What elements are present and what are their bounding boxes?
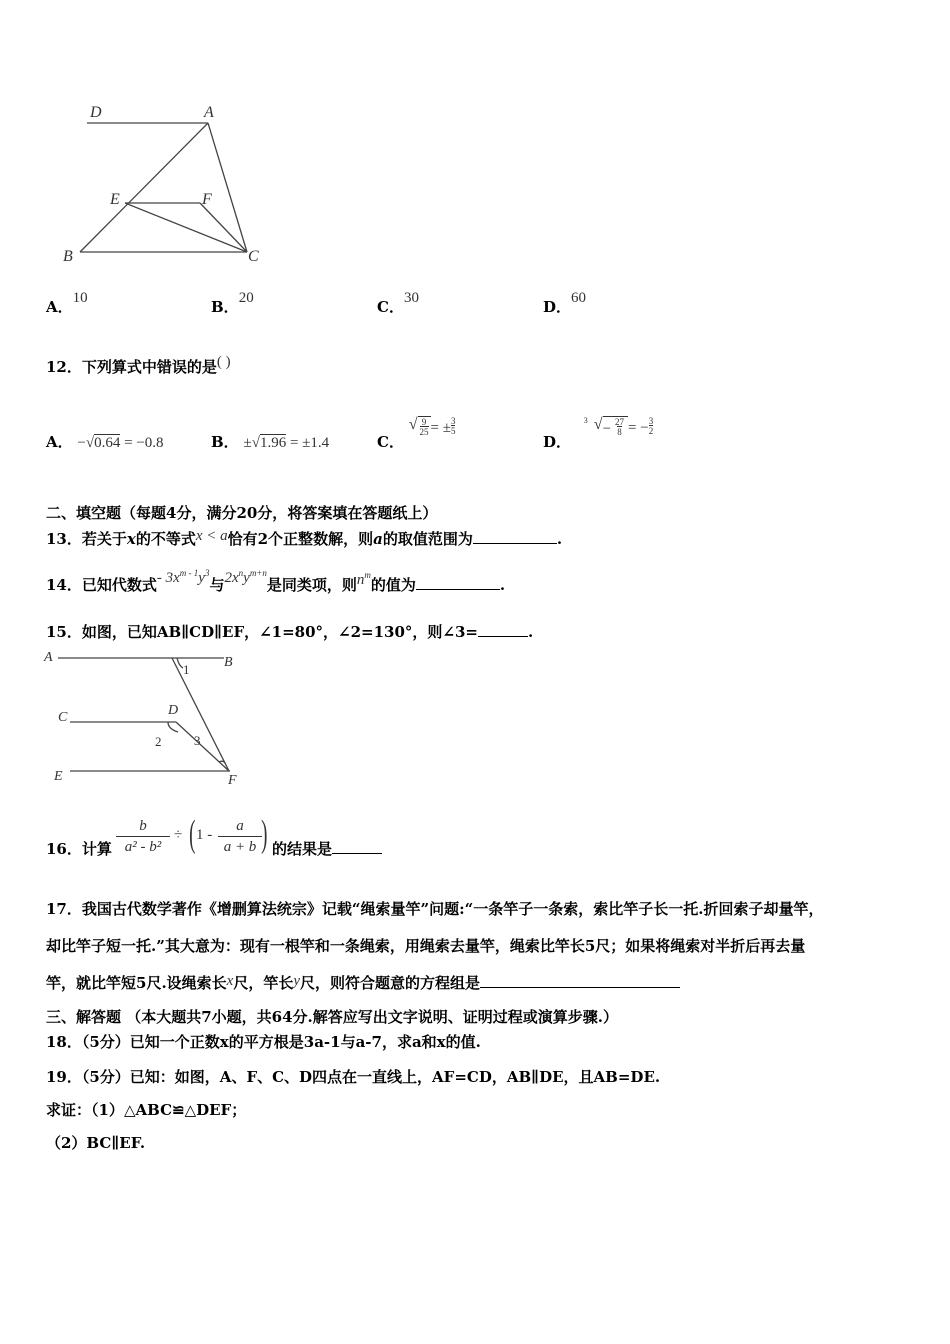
q17-answer-blank [480,987,680,988]
segment-EC [125,203,247,252]
q15: 15．如图，已知AB∥CD∥EF，∠1=80°，∠2=130°，则∠3= . [46,623,534,641]
q13: 13．若关于x的不等式x < a恰有2个正整数解，则a的取值范围为 . [46,528,563,548]
q19-prove-1: 求证：（1）△ABC≌△DEF； [46,1101,247,1119]
label-A: A [44,650,53,665]
label-E: E [110,191,120,208]
q11-option-b: B．20 [211,290,254,316]
segment-DF [176,722,229,771]
segment-BF-transversal [172,658,229,771]
label-F: F [228,773,237,788]
q11-option-a: A．10 [46,290,88,316]
q15-answer-blank [478,636,528,637]
q16-answer-blank [332,853,382,854]
angle-3-label: 3 [194,733,201,748]
q14: 14．已知代数式- $3x^{m - 1}y^3$与$2x^ny^{m+n}$是同类项，则$n^m$的值为 . [46,568,506,594]
q19: 19．（5分）已知：如图，A、F、C、D四点在一直线上，AF=CD，AB∥DE，且AB=DE. [46,1068,661,1086]
segment-AC [208,123,247,252]
q16-divide: ÷ [174,827,183,843]
section3-heading: 三、解答题 （本大题共7小题，共64分.解答应写出文字说明、证明过程或演算步骤.） [46,1008,618,1026]
segment-AB [80,123,208,252]
q11-option-d: D．60 [543,290,587,316]
q16-pre: 16．计算 [46,840,112,858]
q12-stem: 12．下列算式中错误的是( ) [46,354,231,376]
label-B: B [63,248,73,265]
angle-2-label: 2 [155,734,162,749]
q12-option-c: C． $√\frac{9}{25}= \pm\frac{3}{5}$ [377,416,456,451]
label-F: F [202,191,212,208]
q17-line-1: 17．我国古代数学著作《增删算法统宗》记载“绳索量竿”问题:“一条竿子一条索，索比竿子长一托.折回索子却量竿， [46,900,824,918]
q16-fraction-1: b a² - b² [116,816,170,857]
label-A: A [204,104,214,121]
parallel-lines-figure-q15 [40,645,260,790]
label-D: D [168,703,179,718]
q16-fraction-2: a a + b [218,816,262,857]
label-E: E [54,769,63,784]
triangle-figure-q11 [60,100,280,270]
label-D: D [90,104,102,121]
angle-1-label: 1 [183,662,190,677]
q12-option-d: D． 3 $√-\frac{27}{8}= -\frac{3}{2}$ [543,416,654,451]
q14-answer-blank [416,589,500,590]
label-C: C [248,248,259,265]
q19-prove-2: （2）BC∥EF. [46,1134,146,1152]
q17-line-2: 却比竿子短一托.”其大意为：现有一根竿和一条绳索，用绳索去量竿，绳索比竿长5尺；如果将绳索对半折后再去量 [46,937,806,955]
q17-line-3: 竿，就比竿短5尺.设绳索长x尺，竿长y尺，则符合题意的方程组是 [46,972,680,993]
q11-option-c: C．30 [377,290,419,316]
label-C: C [58,710,68,725]
q18: 18．（5分）已知一个正数x的平方根是3a-1与a-7，求a和x的值. [46,1033,481,1051]
q16-right-paren: ) [261,813,268,855]
q12-option-a: A． −√0.64 = −0.8 [46,433,164,451]
q12-option-b: B． ±√1.96 = ±1.4 [211,433,330,451]
q16-post: 的结果是 [272,838,382,859]
section2-heading: 二、填空题（每题4分，满分20分，将答案填在答题纸上） [46,504,438,522]
q16-left-paren: ( [189,813,196,855]
q13-answer-blank [473,543,557,544]
label-B: B [224,655,233,670]
q16-one-minus: 1 - [196,827,213,843]
angle-2-arc [168,722,178,732]
